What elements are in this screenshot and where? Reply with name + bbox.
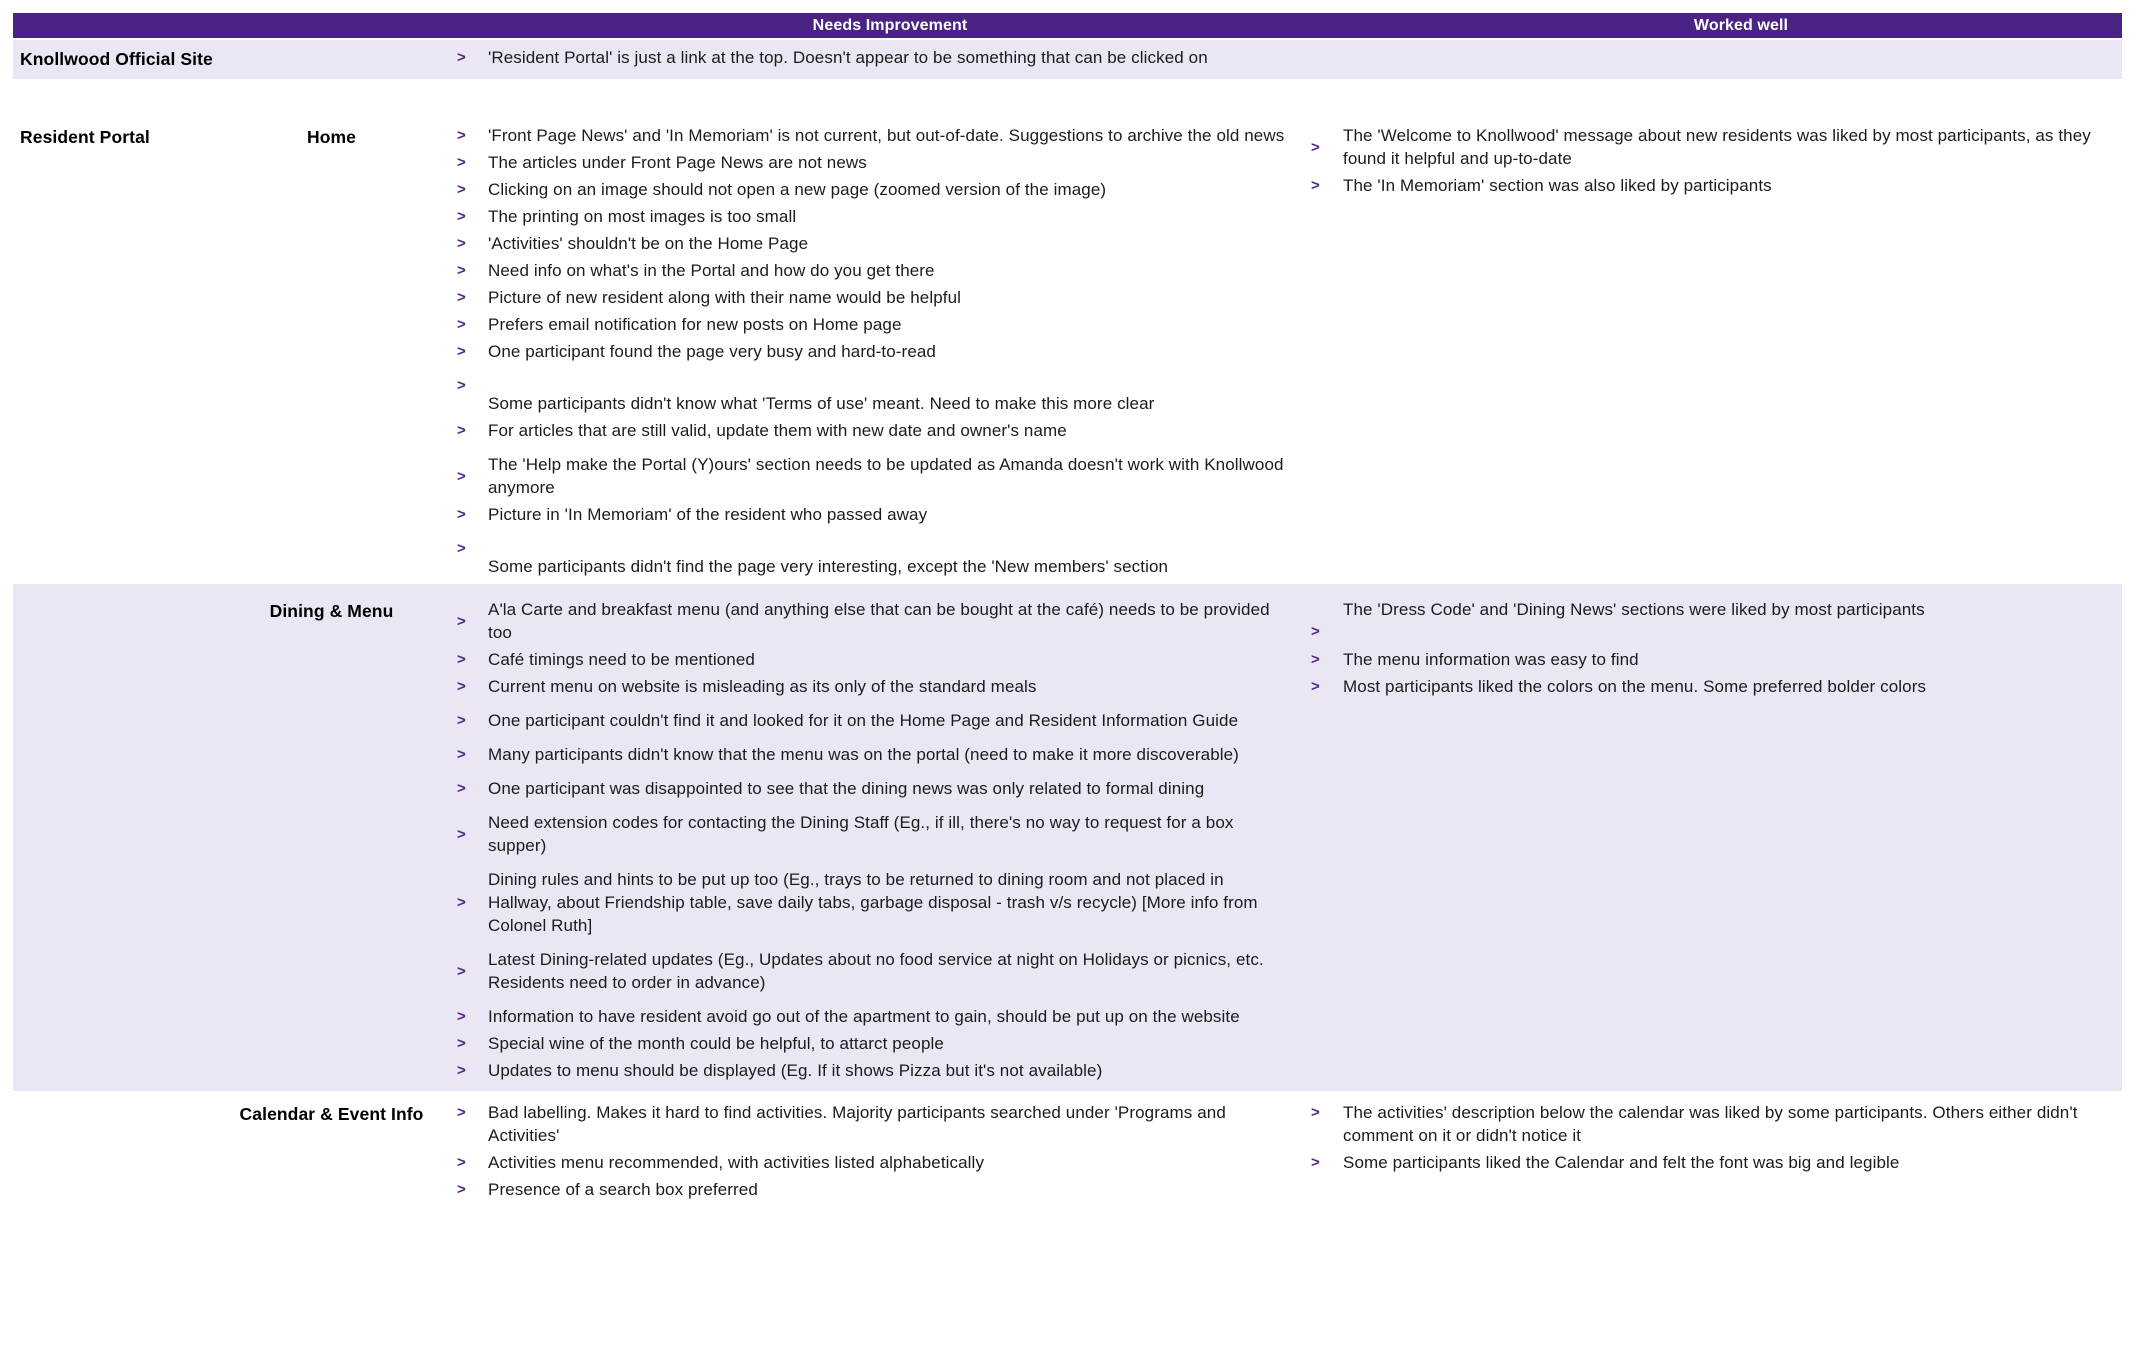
chevron-bullet-icon: > — [457, 746, 466, 763]
chevron-bullet-icon: > — [457, 316, 466, 333]
chevron-bullet-icon: > — [457, 181, 466, 198]
bullet-item — [440, 46, 1300, 69]
chevron-bullet-icon: > — [457, 894, 466, 911]
bullet-item — [440, 868, 1300, 937]
bullet-text: Picture of new resident along with their name would be helpful — [488, 288, 962, 307]
page-label — [223, 46, 440, 73]
chevron-bullet-icon: > — [457, 154, 466, 171]
bullet-text: Current menu on website is misleading as its only of the standard meals — [488, 677, 1037, 696]
bullet-text: Need extension codes for contacting the Dining Staff (Eg., if ill, there's no way to request for a box supper) — [488, 813, 1234, 855]
bullet-item — [440, 709, 1300, 732]
chevron-bullet-icon: > — [1311, 678, 1320, 695]
column-header-worked-well: Worked well — [1693, 17, 1789, 34]
bullet-text: The menu information was easy to find — [1343, 650, 1639, 669]
feedback-row — [13, 1091, 2122, 1205]
bullet-text: Dining rules and hints to be put up too (Eg., trays to be returned to dining room and not placed in Hallway, about Friendship table, save daily tabs, garbage disposal - trash v/s recycle) [More info from Colonel Ruth] — [488, 870, 1258, 935]
chevron-bullet-icon: > — [457, 1104, 466, 1121]
chevron-bullet-icon: > — [457, 467, 466, 485]
bullet-text: Updates to menu should be displayed (Eg. If it shows Pizza but it's not available) — [488, 1061, 1103, 1080]
bullet-text: A'la Carte and breakfast menu (and anything else that can be bought at the café) needs to be provided too — [488, 600, 1270, 642]
chevron-bullet-icon: > — [457, 651, 466, 668]
bullet-text: Some participants didn't know what 'Terms of use' meant. Need to make this more clear — [488, 394, 1155, 413]
bullet-item — [1300, 174, 2122, 197]
needs-improvement-cell — [440, 124, 1300, 582]
bullet-item — [1300, 598, 2122, 644]
feedback-row — [13, 79, 2122, 584]
feedback-row — [13, 584, 2122, 1091]
bullet-item — [440, 178, 1300, 201]
bullet-text: Activities menu recommended, with activities listed alphabetically — [488, 1153, 985, 1172]
chevron-bullet-icon: > — [457, 289, 466, 306]
chevron-bullet-icon: > — [457, 780, 466, 797]
bullet-text: 'Resident Portal' is just a link at the top. Doesn't appear to be something that can be clicked on — [488, 48, 1208, 67]
bullet-text: Café timings need to be mentioned — [488, 650, 755, 669]
bullet-item — [440, 675, 1300, 698]
bullet-item — [1300, 648, 2122, 671]
bullet-text: Some participants didn't find the page very interesting, except the 'New members' section — [488, 557, 1169, 576]
bullet-item — [1300, 124, 2122, 170]
chevron-bullet-icon: > — [457, 1035, 466, 1052]
bullet-item — [1300, 1151, 2122, 1174]
bullet-text: One participant was disappointed to see that the dining news was only related to formal dining — [488, 779, 1205, 798]
chevron-bullet-icon: > — [457, 540, 466, 557]
needs-improvement-cell — [440, 598, 1300, 1086]
bullet-text: The 'Welcome to Knollwood' message about new residents was liked by most participants, as they found it helpful and up-to-date — [1343, 126, 2091, 168]
site-label — [13, 1101, 223, 1205]
bullet-text: The 'In Memoriam' section was also liked by participants — [1343, 176, 1772, 195]
column-header-needs-improvement: Needs Improvement — [812, 17, 968, 34]
site-label: Knollwood Official Site — [20, 49, 213, 69]
bullet-text: The 'Help make the Portal (Y)ours' section needs to be updated as Amanda doesn't work with Knollwood anymore — [488, 455, 1284, 497]
bullet-text: Clicking on an image should not open a new page (zoomed version of the image) — [488, 180, 1107, 199]
chevron-bullet-icon: > — [457, 208, 466, 225]
bullet-item — [440, 340, 1300, 363]
bullet-text: 'Activities' shouldn't be on the Home Page — [488, 234, 809, 253]
table-wrap — [13, 13, 2122, 1205]
bullet-item — [440, 811, 1300, 857]
worked-well-cell — [1300, 1101, 2122, 1205]
worked-well-cell — [1300, 124, 2122, 582]
table-header-bar — [13, 13, 2122, 38]
bullet-item — [1300, 1101, 2122, 1147]
bullet-text: The activities' description below the calendar was liked by some participants. Others either didn't comment on it or didn't notice it — [1343, 1103, 2078, 1145]
worked-well-cell — [1300, 598, 2122, 1086]
chevron-bullet-icon: > — [457, 1062, 466, 1079]
bullet-text: Latest Dining-related updates (Eg., Updates about no food service at night on Holidays or picnics, etc. Residents need to order in advance) — [488, 950, 1264, 992]
bullet-text: Most participants liked the colors on the menu. Some preferred bolder colors — [1343, 677, 1927, 696]
bullet-text: The 'Dress Code' and 'Dining News' sections were liked by most participants — [1343, 600, 1925, 619]
table-body — [13, 40, 2122, 1205]
bullet-item — [440, 419, 1300, 442]
chevron-bullet-icon: > — [457, 127, 466, 144]
bullet-text: Many participants didn't know that the menu was on the portal (need to make it more discoverable) — [488, 745, 1239, 764]
chevron-bullet-icon: > — [1311, 138, 1320, 156]
bullet-item — [440, 232, 1300, 255]
bullet-text: Information to have resident avoid go out of the apartment to gain, should be put up on the website — [488, 1007, 1240, 1026]
bullet-text: Need info on what's in the Portal and how do you get there — [488, 261, 935, 280]
bullet-item — [440, 598, 1300, 644]
chevron-bullet-icon: > — [457, 962, 466, 980]
page-label: Home — [306, 127, 357, 147]
bullet-text: The articles under Front Page News are not news — [488, 153, 867, 172]
bullet-text: The printing on most images is too small — [488, 207, 797, 226]
chevron-bullet-icon: > — [457, 343, 466, 360]
chevron-bullet-icon: > — [457, 1154, 466, 1171]
bullet-text: One participant couldn't find it and looked for it on the Home Page and Resident Information Guide — [488, 711, 1239, 730]
chevron-bullet-icon: > — [457, 235, 466, 252]
bullet-item — [440, 1032, 1300, 1055]
bullet-item — [440, 1178, 1300, 1201]
bullet-item — [440, 743, 1300, 766]
chevron-bullet-icon: > — [457, 712, 466, 729]
bullet-text: Special wine of the month could be helpful, to attarct people — [488, 1034, 944, 1053]
needs-improvement-cell — [440, 46, 1300, 73]
bullet-text: Prefers email notification for new posts on Home page — [488, 315, 902, 334]
bullet-item — [440, 453, 1300, 499]
chevron-bullet-icon: > — [457, 678, 466, 695]
chevron-bullet-icon: > — [1311, 623, 1320, 640]
bullet-item — [440, 948, 1300, 994]
worked-well-cell — [1300, 46, 2122, 73]
bullet-item — [440, 1005, 1300, 1028]
feedback-row — [13, 40, 2122, 79]
bullet-item — [440, 124, 1300, 147]
bullet-text: Bad labelling. Makes it hard to find activities. Majority participants searched under 'Programs and Activities' — [488, 1103, 1226, 1145]
bullet-text: One participant found the page very busy and hard-to-read — [488, 342, 936, 361]
bullet-item — [440, 1151, 1300, 1174]
bullet-item — [440, 1101, 1300, 1147]
site-label: Resident Portal — [20, 127, 150, 147]
bullet-text: 'Front Page News' and 'In Memoriam' is not current, but out-of-date. Suggestions to archive the old news — [488, 126, 1285, 145]
bullet-text: Presence of a search box preferred — [488, 1180, 758, 1199]
bullet-item — [440, 259, 1300, 282]
bullet-item — [440, 374, 1300, 415]
chevron-bullet-icon: > — [457, 825, 466, 843]
chevron-bullet-icon: > — [1311, 651, 1320, 668]
chevron-bullet-icon: > — [457, 506, 466, 523]
bullet-item — [1300, 675, 2122, 698]
chevron-bullet-icon: > — [457, 49, 466, 66]
chevron-bullet-icon: > — [1311, 1154, 1320, 1171]
bullet-item — [440, 313, 1300, 336]
chevron-bullet-icon: > — [457, 262, 466, 279]
bullet-item — [440, 503, 1300, 526]
bullet-item — [440, 777, 1300, 800]
chevron-bullet-icon: > — [457, 1181, 466, 1198]
page-label: Calendar & Event Info — [239, 1104, 424, 1124]
bullet-item — [440, 286, 1300, 309]
needs-improvement-cell — [440, 1101, 1300, 1205]
page-label: Dining & Menu — [269, 601, 394, 621]
bullet-text: Picture in 'In Memoriam' of the resident who passed away — [488, 505, 928, 524]
chevron-bullet-icon: > — [457, 422, 466, 439]
bullet-item — [440, 537, 1300, 578]
chevron-bullet-icon: > — [1311, 177, 1320, 194]
bullet-item — [440, 1059, 1300, 1082]
site-label — [13, 598, 223, 1086]
chevron-bullet-icon: > — [457, 377, 466, 394]
bullet-item — [440, 205, 1300, 228]
bullet-text: For articles that are still valid, update them with new date and owner's name — [488, 421, 1067, 440]
chevron-bullet-icon: > — [1311, 1104, 1320, 1121]
bullet-text: Some participants liked the Calendar and felt the font was big and legible — [1343, 1153, 1900, 1172]
chevron-bullet-icon: > — [457, 1008, 466, 1025]
bullet-item — [440, 151, 1300, 174]
chevron-bullet-icon: > — [457, 612, 466, 630]
bullet-item — [440, 648, 1300, 671]
